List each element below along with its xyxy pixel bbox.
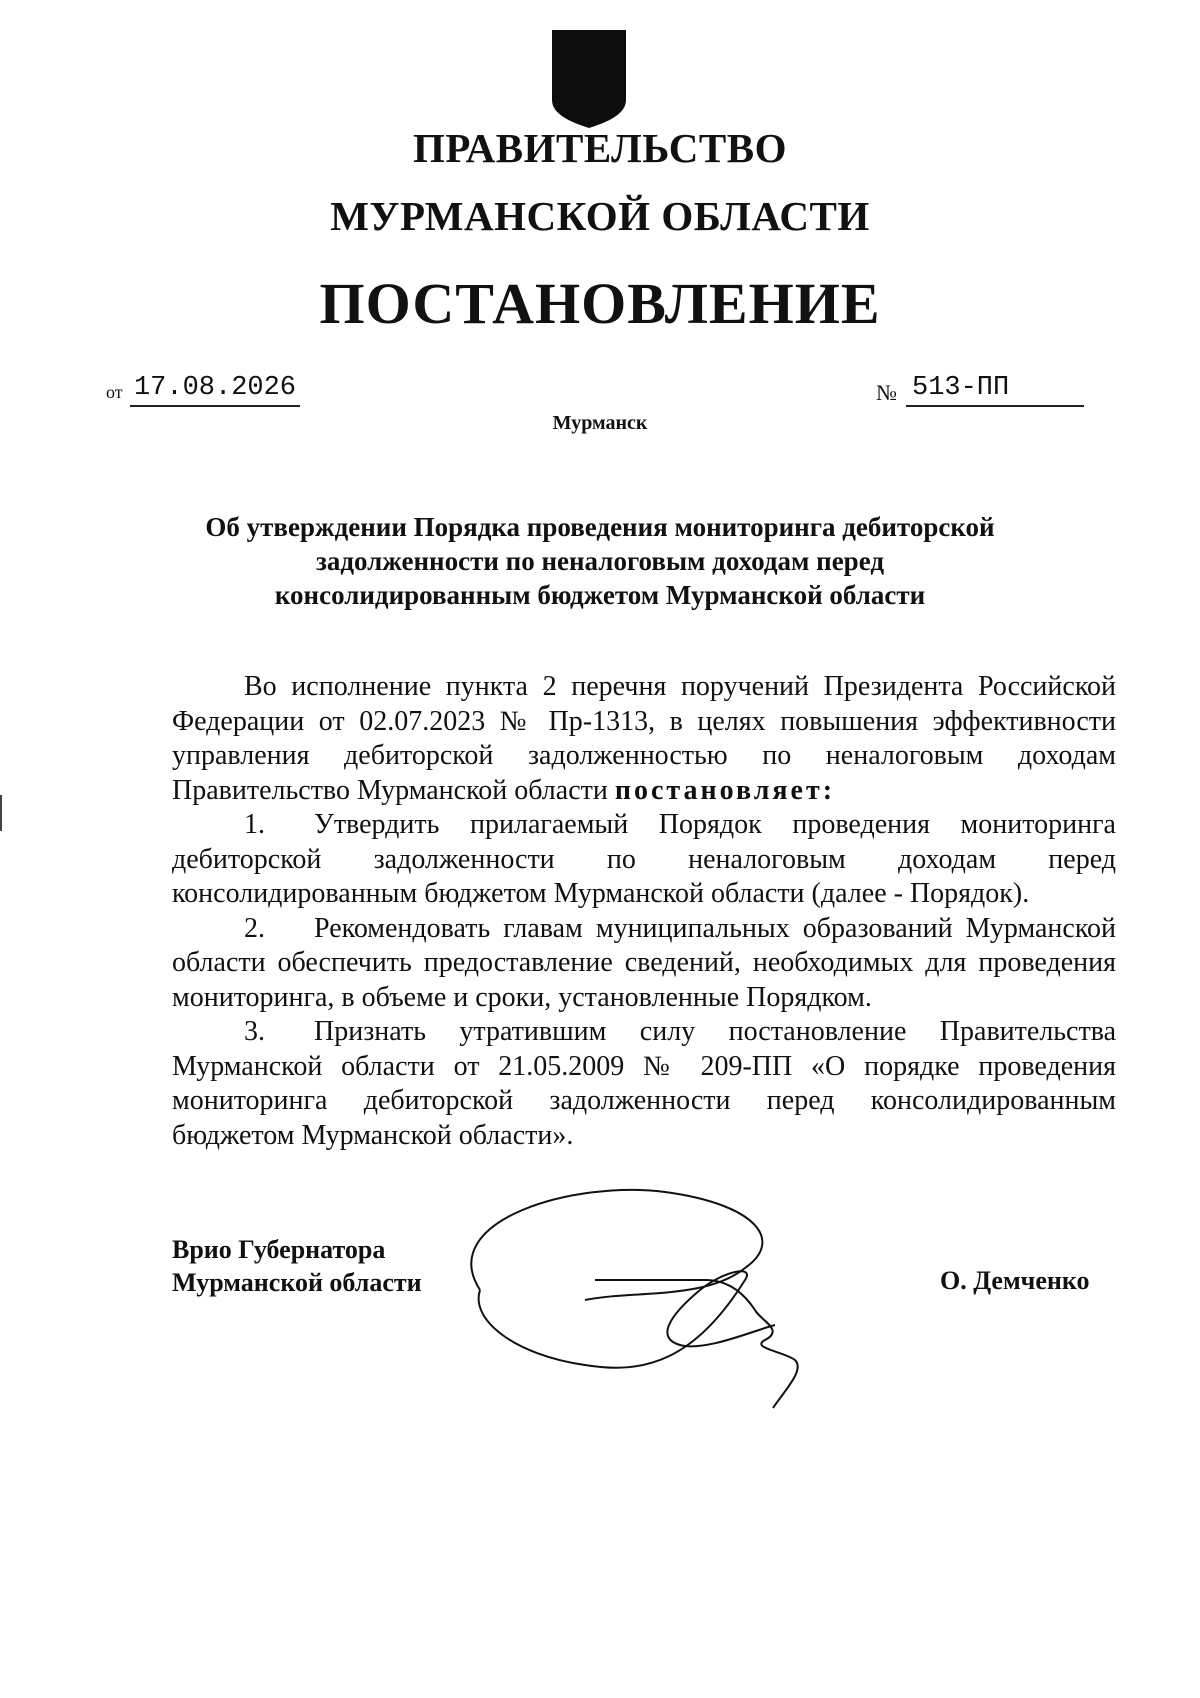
item-text: Утвердить прилагаемый Порядок проведения мониторинга дебиторской задолженности по неналоговым доходам перед консолидированным бюджетом Мурманской области (далее - Порядок). xyxy=(172,809,1116,909)
list-item xyxy=(172,808,1116,912)
document-date: 17.08.2026 xyxy=(130,372,300,407)
item-text: Рекомендовать главам муниципальных образований Мурманской области обеспечить предоставление сведений, необходимых для проведения мониторинга, в объеме и сроки, установленные Порядком. xyxy=(172,912,1116,1013)
document-body xyxy=(172,670,1116,1153)
resolves-word: постановляет: xyxy=(614,774,836,806)
item-number: 2. xyxy=(244,912,265,944)
city: Мурманск xyxy=(552,412,648,434)
item-number: 3. xyxy=(244,1016,265,1047)
number-prefix: № xyxy=(876,380,897,405)
signer-name: О. Демченко xyxy=(940,1266,1090,1295)
list-item xyxy=(172,1015,1116,1153)
coat-of-arms-icon xyxy=(548,30,630,128)
item-number: 1. xyxy=(244,809,265,840)
date-prefix: от xyxy=(106,382,123,402)
document-type: ПОСТАНОВЛЕНИЕ xyxy=(319,271,881,336)
preamble-paragraph xyxy=(172,670,1116,808)
item-text: Признать утратившим силу постановление Правительства Мурманской области от 21.05.2009 № 209-ПП «О порядке проведения мониторинга дебиторской задолженности перед консолидированным бюджетом Мурманской области». xyxy=(172,1016,1116,1151)
scan-edge-mark xyxy=(0,795,2,831)
list-item xyxy=(172,912,1116,1016)
org-name-line2: МУРМАНСКОЙ ОБЛАСТИ xyxy=(330,193,870,239)
document-number: 513-ПП xyxy=(906,372,1084,407)
signer-title-line2: Мурманской области xyxy=(172,1268,422,1297)
signature-icon xyxy=(455,1180,905,1450)
signer-title xyxy=(172,1233,422,1299)
document-subject: Об утверждении Порядка проведения мониторинга дебиторской задолженности по неналоговым доходам перед консолидированным бюджетом Мурманской области xyxy=(205,512,995,610)
preamble-text: Во исполнение пункта 2 перечня поручений Президента Российской Федерации от 02.07.2023 № Пр-1313, в целях повышения эффективности управления дебиторской задолженностью по неналоговым доходам Правительство Мурманской области xyxy=(172,671,1116,806)
org-name-line1: ПРАВИТЕЛЬСТВО xyxy=(412,125,788,171)
signer-title-line1: Врио Губернатора xyxy=(172,1235,386,1264)
